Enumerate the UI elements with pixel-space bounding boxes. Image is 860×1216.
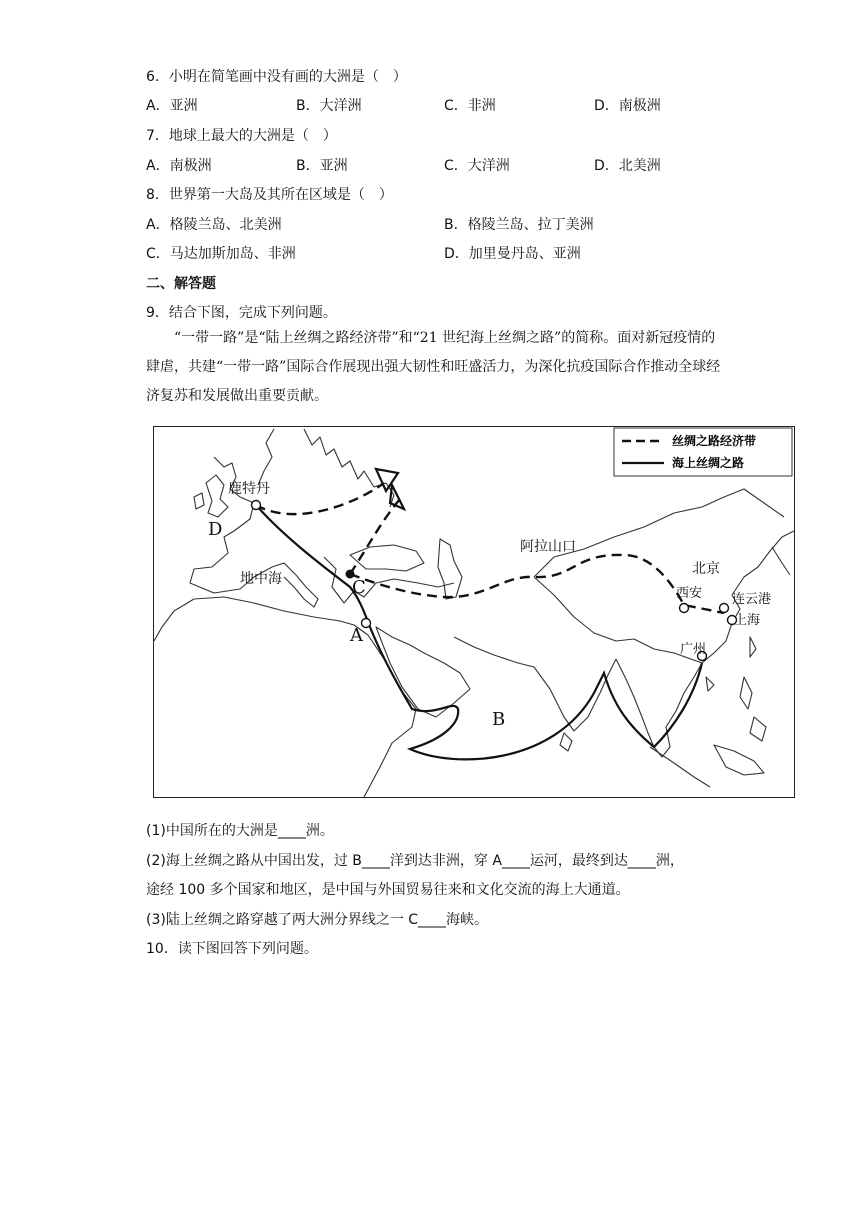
lianyungang-point [720, 604, 729, 613]
label-c: C [352, 577, 366, 598]
q9-sub3: (3)陆上丝绸之路穿越了两大洲分界线之一 C____海峡。 [146, 912, 489, 928]
q6-option-c[interactable]: C．非洲 [444, 98, 496, 114]
q9-sub2-line2: 途经 100 多个国家和地区，是中国与外国贸易往来和文化交流的海上大通道。 [146, 882, 630, 898]
xian-point [680, 604, 689, 613]
legend-sea-label: 海上丝绸之路 [672, 456, 745, 470]
q6-option-d[interactable]: D．南极洲 [594, 98, 661, 114]
label-lianyungang: 连云港 [732, 592, 772, 607]
label-mediterranean: 地中海 [240, 571, 282, 587]
q6-option-b[interactable]: B．大洋洲 [296, 98, 362, 114]
label-rotterdam: 鹿特丹 [228, 481, 270, 497]
map-points [252, 501, 737, 661]
sea-route-lines [256, 505, 702, 759]
q8-option-a[interactable]: A．格陵兰岛、北美洲 [146, 217, 282, 233]
q8-stem: 8．世界第一大岛及其所在区域是（ ） [146, 187, 393, 203]
label-b: B [492, 709, 506, 730]
label-shanghai: 上海 [734, 613, 761, 628]
label-xian: 西安 [676, 586, 703, 601]
q6-stem: 6．小明在简笔画中没有画的大洲是（ ） [146, 69, 407, 85]
silk-road-map [153, 426, 795, 798]
q9-sub2-line1: (2)海上丝绸之路从中国出发，过 B____洋到达非洲，穿 A____运河，最终到达____洲， [146, 853, 684, 869]
q8-option-b[interactable]: B．格陵兰岛、拉丁美洲 [444, 217, 594, 233]
q7-option-a[interactable]: A．南极洲 [146, 158, 212, 174]
rotterdam-point [252, 501, 261, 510]
q8-option-d[interactable]: D．加里曼丹岛、亚洲 [444, 246, 581, 262]
label-alashankou: 阿拉山口 [520, 539, 576, 555]
q7-option-c[interactable]: C．大洋洲 [444, 158, 510, 174]
q7-option-b[interactable]: B．亚洲 [296, 158, 348, 174]
q7-stem: 7．地球上最大的大洲是（ ） [146, 128, 337, 144]
q7-option-d[interactable]: D．北美洲 [594, 158, 661, 174]
land-route-lines [256, 483, 724, 613]
label-guangzhou: 广州 [680, 642, 707, 657]
q6-option-a[interactable]: A．亚洲 [146, 98, 198, 114]
legend-land-label: 丝绸之路经济带 [672, 434, 757, 448]
q10-stem: 10．读下图回答下列问题。 [146, 941, 318, 957]
q9-passage: “一带一路”是“陆上丝绸之路经济带”和“21 世纪海上丝绸之路”的简称。面对新冠疫情的肆虐，共建“一带一路”国际合作展现出强大韧性和旺盛活力，为深化抗疫国际合作推动全球经济复苏和发展做出重要贡献。 [146, 330, 721, 404]
map-legend [614, 428, 792, 476]
q8-option-c[interactable]: C．马达加斯加岛、非洲 [146, 246, 296, 262]
label-beijing: 北京 [692, 561, 720, 577]
land-route-arrow-lower [390, 485, 404, 509]
section-heading: 二、解答题 [146, 276, 216, 292]
q9-sub1: (1)中国所在的大洲是____洲。 [146, 823, 334, 839]
q9-stem: 9．结合下图，完成下列问题。 [146, 305, 337, 321]
label-a: A [350, 625, 363, 646]
label-d: D [208, 519, 223, 540]
